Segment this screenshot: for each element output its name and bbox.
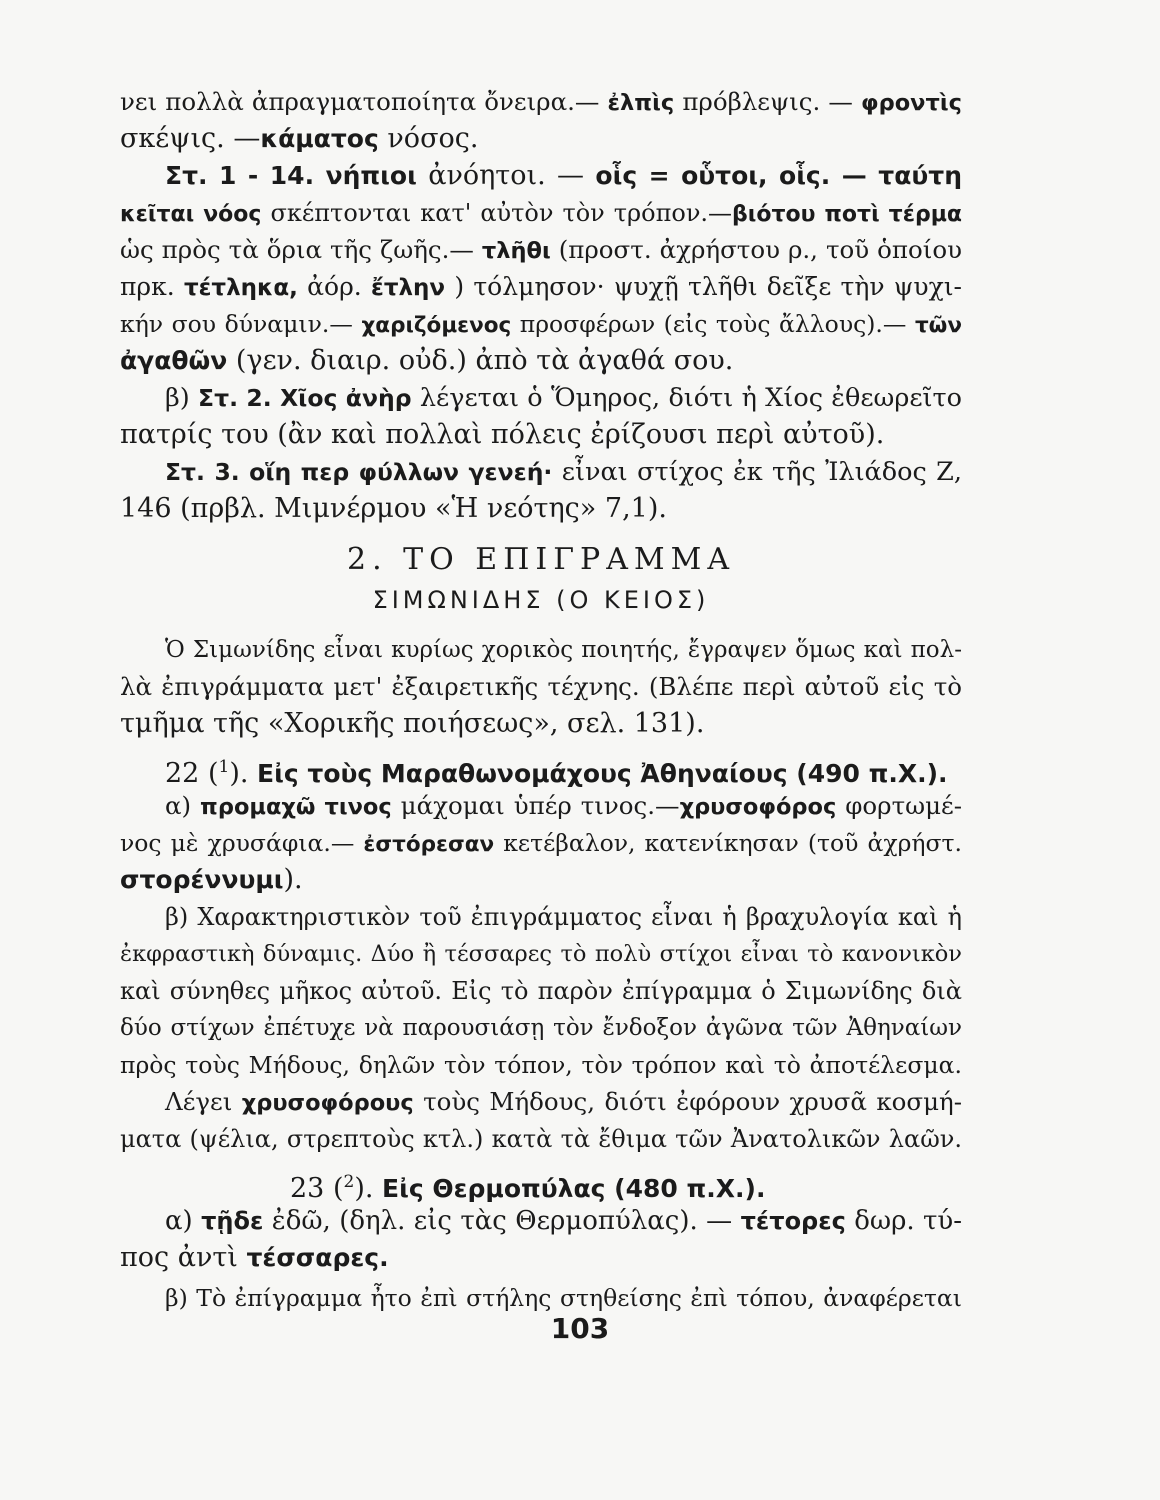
section-title: 2. ΤΟ ΕΠΙΓΡΑΜΜΑ <box>347 542 735 577</box>
text-line: Στ. 3. οἵη περ φύλλων γενεή· εἶναι στίχος ἐκ τῆς Ἰλιάδος Ζ, <box>165 457 962 487</box>
text-line: στορέννυμι). <box>120 864 303 895</box>
text-line: ὡς πρὸς τὰ ὅρια τῆς ζωῆς.— τλῆθι (προστ. ἀχρήστου ρ., τοῦ ὁποίου <box>120 235 962 264</box>
page-number: 103 <box>550 1312 610 1345</box>
section-author: ΣΙΜΩΝΙΔΗΣ (Ο ΚΕΙΟΣ) <box>372 586 710 614</box>
text-line: καὶ σύνηθες μῆκος αὐτοῦ. Εἰς τὸ παρὸν ἐπίγραμμα ὁ Σιμωνίδης διὰ <box>120 977 962 1005</box>
text-line: β) Χαρακτηριστικὸν τοῦ ἐπιγράμματος εἶναι ἡ βραχυλογία καὶ ἡ <box>165 903 962 931</box>
text-line: δύο στίχων ἐπέτυχε νὰ παρουσιάσῃ τὸν ἔνδοξον ἀγῶνα τῶν Ἀθηναίων <box>120 1015 962 1041</box>
text-line: α) τῇδε ἐδῶ, (δηλ. εἰς τὰς Θερμοπύλας). — τέτορες δωρ. τύ- <box>165 1206 962 1236</box>
epigram-heading: 22 ($^1$). Εἰς τοὺς Μαραθωνομάχους Ἀθηναίους (490 π.Χ.). <box>165 757 948 789</box>
text-line: α) προμαχῶ τινος μάχομαι ὑπέρ τινος.—χρυσοφόρος φορτωμέ- <box>165 791 962 820</box>
text-line: τμῆμα τῆς «Χορικῆς ποιήσεως», σελ. 131). <box>120 708 705 739</box>
text-line: πρὸς τοὺς Μήδους, δηλῶν τὸν τόπον, τὸν τρόπον καὶ τὸ ἀποτέλεσμα. <box>120 1051 962 1079</box>
text-line: πρκ. τέτληκα, ἀόρ. ἔτλην ) τόλμησον· ψυχῇ τλῆθι δεῖξε τὴν ψυχι- <box>120 272 962 301</box>
text-line: πος ἀντὶ τέσσαρες. <box>120 1242 389 1273</box>
text-line: ἀγαθῶν (γεν. διαιρ. οὐδ.) ἀπὸ τὰ ἀγαθά σου. <box>120 345 734 376</box>
text-line: ματα (ψέλια, στρεπτοὺς κτλ.) κατὰ τὰ ἔθιμα τῶν Ἀνατολικῶν λαῶν. <box>120 1125 962 1153</box>
text-line: β) Στ. 2. Χῖος ἀνὴρ λέγεται ὁ Ὅμηρος, διότι ἡ Χίος ἐθεωρεῖτο <box>165 383 962 413</box>
text-line: 146 (πρβλ. Μιμνέρμου «Ἡ νεότης» 7,1). <box>120 493 667 524</box>
text-line: πατρίς του (ἂν καὶ πολλαὶ πόλεις ἐρίζουσι περὶ αὐτοῦ). <box>120 419 885 450</box>
text-line: κεῖται νόος σκέπτονται κατ' αὐτὸν τὸν τρόπον.—βιότου ποτὶ τέρμα <box>120 199 963 227</box>
text-line: σκέψις. —κάματος νόσος. <box>120 123 479 154</box>
text-line: κήν σου δύναμιν.— χαριζόμενος προσφέρων (εἰς τοὺς ἄλλους).— τῶν <box>120 310 962 338</box>
text-line: ἐκφραστικὴ δύναμις. Δύο ἢ τέσσαρες τὸ πολὺ στίχοι εἶναι τὸ κανονικὸν <box>120 941 962 967</box>
text-line: νει πολλὰ ἀπραγματοποίητα ὄνειρα.— ἐλπὶς πρόβλεψις. — φροντὶς <box>120 87 962 116</box>
epigram-heading: 23 ($^2$). Εἰς Θερμοπύλας (480 π.Χ.). <box>290 1172 766 1204</box>
text-line: Στ. 1 - 14. νήπιοι ἀνόητοι. — οἷς = οὗτοι, οἷς. — ταύτη <box>165 160 963 191</box>
text-line: β) Τὸ ἐπίγραμμα ἦτο ἐπὶ στήλης στηθείσης ἐπὶ τόπου, ἀναφέρεται <box>165 1284 962 1312</box>
text-line: Λέγει χρυσοφόρους τοὺς Μήδους, διότι ἐφόρουν χρυσᾶ κοσμή- <box>165 1087 962 1116</box>
text-line: Ὁ Σιμωνίδης εἶναι κυρίως χορικὸς ποιητής, ἔγραψεν ὅμως καὶ πολ- <box>165 637 962 663</box>
text-line: λὰ ἐπιγράμματα μετ' ἐξαιρετικῆς τέχνης. (Βλέπε περὶ αὐτοῦ εἰς τὸ <box>120 672 962 701</box>
text-line: νος μὲ χρυσάφια.— ἐστόρεσαν κετέβαλον, κατενίκησαν (τοῦ ἀχρήστ. <box>120 829 962 857</box>
